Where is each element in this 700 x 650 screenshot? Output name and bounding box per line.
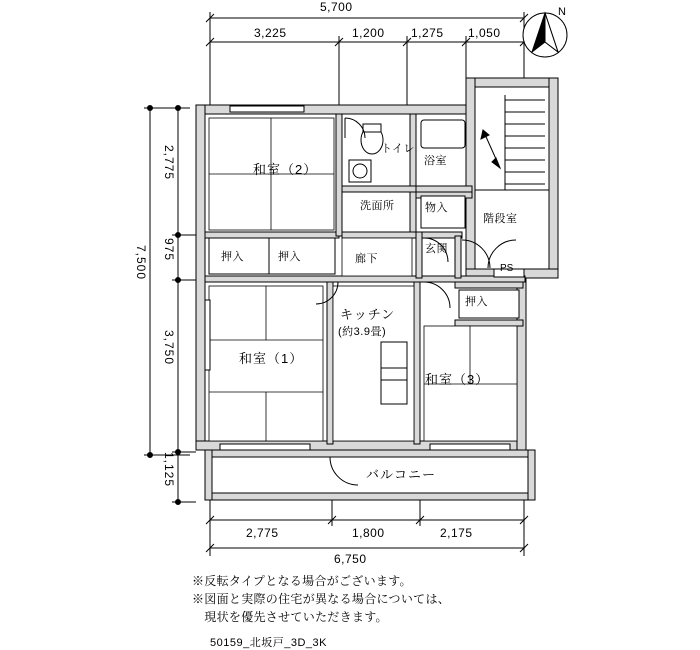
room-label-entrance: 玄関	[425, 243, 448, 255]
room-label-washroom: 洗面所	[360, 200, 395, 212]
room-label-washitsu2: 和室（2）	[253, 162, 318, 177]
dim-bottom-seg-2: 1,800	[352, 526, 385, 540]
room-label-kitchen-size: (約3.9畳)	[338, 326, 387, 338]
room-label-washitsu3: 和室（3）	[425, 372, 490, 387]
room-label-stairwell: 階段室	[483, 213, 518, 225]
note-line-1: ※反転タイプとなる場合がございます。	[192, 574, 412, 588]
room-label-washitsu1: 和室（1）	[239, 351, 304, 366]
compass-rose	[523, 13, 567, 57]
compass-north-label: N	[558, 6, 567, 18]
dim-left-seg-1: 2,775	[162, 145, 176, 181]
dim-top-seg-3: 1,275	[411, 26, 444, 40]
drawing-code: 50159_北坂戸_3D_3K	[210, 637, 327, 649]
room-label-toilet: トイレ	[381, 143, 415, 155]
room-label-kitchen: キッチン	[340, 307, 396, 322]
room-label-closet-c: 押入	[465, 296, 488, 308]
dim-top-seg-4: 1,050	[468, 26, 501, 40]
room-label-closet-a: 押入	[221, 251, 244, 263]
dim-left-total: 7,500	[134, 245, 148, 281]
note-line-3: 現状を優先させていただきます。	[192, 610, 388, 624]
dim-left-seg-4: 1,125	[162, 452, 176, 488]
room-label-storage: 物入	[425, 202, 448, 214]
room-label-balcony: バルコニー	[366, 467, 437, 482]
dim-top-total: 5,700	[320, 0, 353, 14]
room-label-closet-b: 押入	[278, 251, 301, 263]
dim-bottom-seg-1: 2,775	[246, 526, 279, 540]
dim-top-seg-1: 3,225	[254, 26, 287, 40]
room-label-hallway: 廊下	[355, 253, 378, 265]
dim-left-seg-2: 975	[162, 238, 176, 262]
dim-bottom-seg-3: 2,175	[440, 526, 473, 540]
room-label-ps: PS	[500, 263, 514, 274]
room-label-bath: 浴室	[424, 155, 447, 167]
dim-left-seg-3: 3,750	[162, 330, 176, 366]
note-line-2: ※図面と実際の住宅が異なる場合については、	[192, 592, 451, 606]
dim-bottom-total: 6,750	[334, 552, 367, 566]
dim-top-seg-2: 1,200	[352, 26, 385, 40]
